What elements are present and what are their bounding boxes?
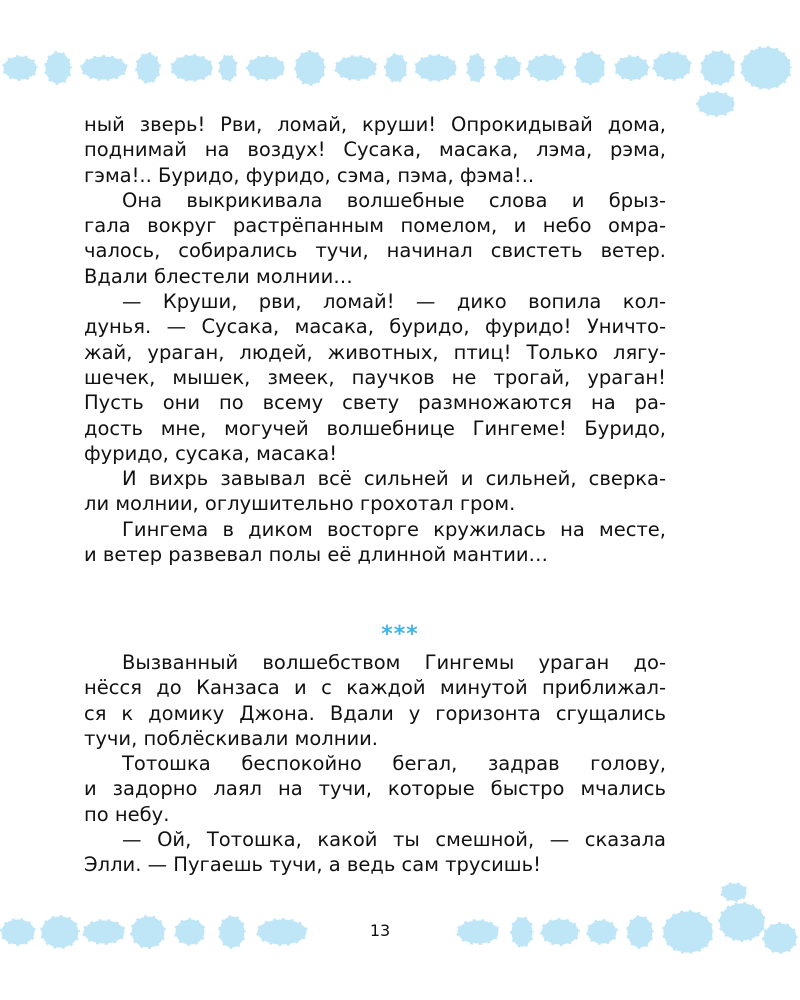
text-line: дунья. — Сусака, масака, буридо, фуридо! Уничто- [84,315,666,339]
gem-ornament [696,91,736,117]
story-text [84,112,666,567]
gem-ornament [218,54,238,82]
text-line: дость мне, могучей волшебнице Гингеме! Буридо, [84,416,666,440]
section-separator: *** [381,622,419,647]
text-line: Элли. — Пугаешь тучи, а ведь сам трусишь! [84,853,541,877]
gem-ornament [652,51,692,81]
text-line: И вихрь завывал всё сильней и сильней, сверка- [122,467,666,491]
text-line: по небу. [84,802,170,826]
gem-ornament [720,882,748,902]
gem-ornament [614,55,650,81]
text-line: гэма!.. Буридо, фуридо, сэма, пэма, фэма!.. [84,163,535,187]
gem-ornament [246,55,286,81]
text-line: чалось, собирались тучи, начинал свистеть ветер. [84,239,666,263]
text-line: Пусть они по всему свету размножаются на ра- [84,391,666,415]
text-line: поднимай на воздух! Сусака, масака, лэма, рэма, [84,138,666,162]
text-line: Вдали блестели молнии… [84,264,353,288]
gem-ornament [466,53,486,83]
gem-ornament [334,55,378,81]
text-line: ся к домику Джона. Вдали у горизонта сгущались [84,701,666,725]
text-line: и задорно лаял на тучи, которые быстро мчались [84,777,666,801]
gem-ornament [135,52,161,84]
story-text-continued [84,650,666,878]
text-line: Гингема в диком восторге кружилась на месте, [122,517,666,541]
gem-ornament [170,54,214,82]
gem-ornament [414,54,458,82]
gem-ornament [494,55,522,81]
text-line: Тотошка беспокойно бегал, задрав голову, [122,752,666,776]
text-line: ли молнии, оглушительно грохотал гром. [84,492,516,516]
text-line: гала вокруг растрёпанным помелом, и небо омра- [84,214,666,238]
text-line: ный зверь! Рви, ломай, круши! Опрокидывай дома, [84,113,666,136]
text-line: — Ой, Тотошка, какой ты смешной, — сказала [122,828,666,852]
gem-ornament [80,55,128,81]
text-line: — Круши, рви, ломай! — дико вопила кол- [122,290,666,314]
text-line: тучи, поблёскивали молнии. [84,726,379,750]
text-line: жай, ураган, людей, животных, птиц! Только лягу- [84,340,666,364]
text-line: нёсся до Канзаса и с каждой минутой приближал- [84,676,666,700]
text-line: Она выкрикивала волшебные слова и брыз- [122,188,666,212]
gem-ornament [384,53,408,83]
gem-ornament [762,922,798,954]
gem-ornament [44,51,72,85]
page-number: 13 [369,921,391,940]
text-line: фуридо, сусака, масака! [84,441,338,465]
text-line: Вызванный волшебством Гингемы ураган до- [122,651,666,674]
gem-ornament [2,55,38,81]
text-line: и ветер развевал полы её длинной мантии… [84,543,549,567]
gem-ornament [526,54,566,82]
gem-ornament [574,51,606,85]
gem-ornament [740,46,792,90]
gem-ornament [294,50,326,86]
gem-ornament [700,50,736,86]
text-line: шечек, мышек, змеек, паучков не трогай, ураган! [84,365,666,389]
